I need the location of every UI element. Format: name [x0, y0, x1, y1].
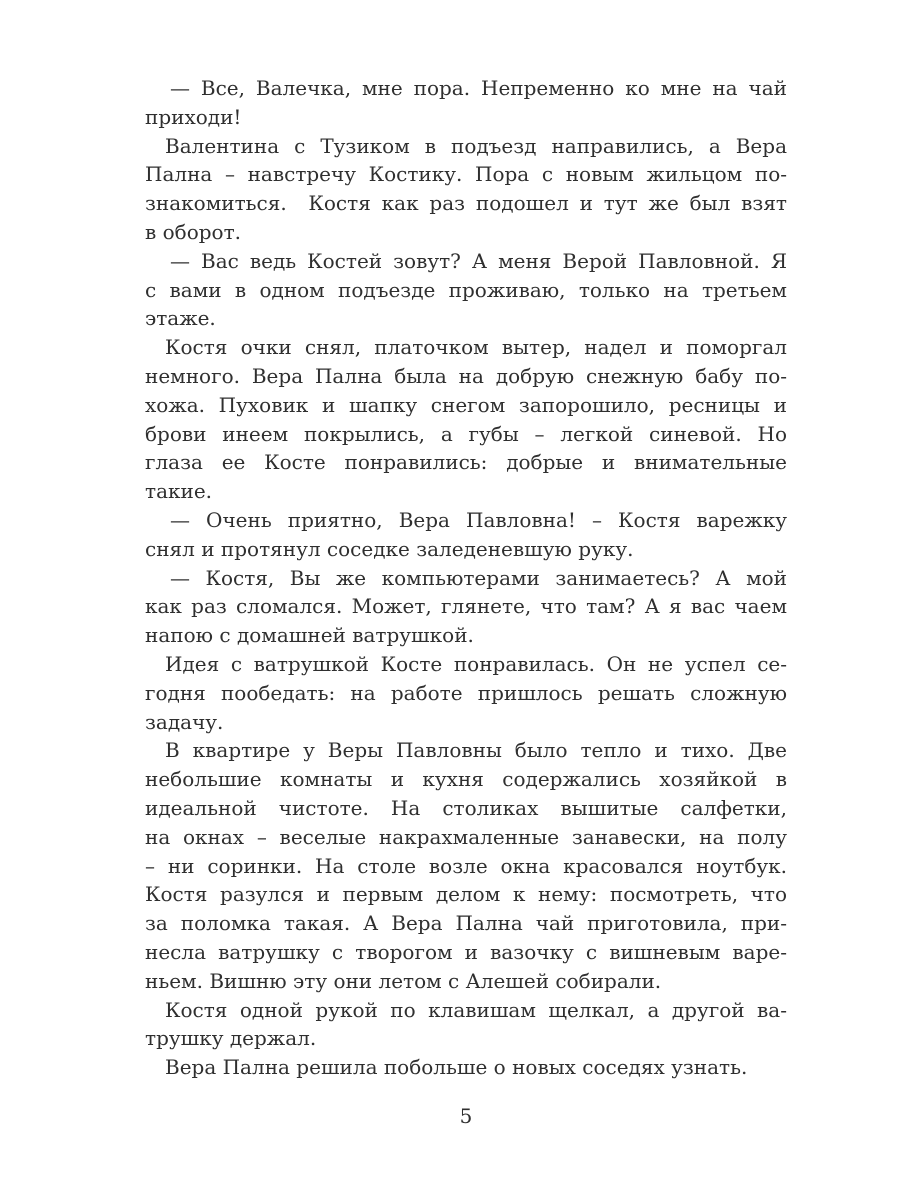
text-line: — Очень приятно, Вера Павловна! – Костя варежку	[170, 507, 787, 532]
text-line: Пална – навстречу Костику. Пора с новым жильцом по-	[145, 162, 787, 187]
text-line: с вами в одном подъезде проживаю, только на третьем	[145, 277, 787, 302]
text-line: Костя одной рукой по клавишам щелкал, а другой ва-	[165, 997, 787, 1022]
text-line: ньем. Вишню эту они летом с Алешей собирали.	[145, 968, 662, 993]
text-line: годня пообедать: на работе пришлось решать сложную	[145, 680, 787, 705]
paragraph	[145, 132, 787, 247]
paragraph	[145, 1053, 787, 1082]
text-line: на окнах – веселые накрахмаленные занавески, на полу	[145, 824, 787, 849]
text-line: напою с домашней ватрушкой.	[145, 623, 474, 648]
paragraph	[145, 74, 787, 132]
text-line: глаза ее Косте понравились: добрые и внимательные	[145, 450, 787, 475]
text-line: — Костя, Вы же компьютерами занимаетесь? А мой	[170, 565, 787, 590]
text-line: такие.	[145, 479, 213, 504]
text-line: немного. Вера Пална была на добрую снежную бабу по-	[145, 363, 787, 388]
paragraph	[145, 247, 787, 333]
text-line: Валентина с Тузиком в подъезд направились, а Вера	[165, 133, 787, 158]
text-line: за поломка такая. А Вера Пална чай приготовила, при-	[145, 911, 787, 936]
paragraph	[145, 996, 787, 1054]
text-line: Костя очки снял, платочком вытер, надел и поморгал	[165, 335, 787, 360]
paragraph	[145, 650, 787, 736]
paragraph	[145, 564, 787, 650]
text-line: – ни соринки. На столе возле окна красовался ноутбук.	[145, 853, 787, 878]
text-line: снял и протянул соседке заледеневшую руку.	[145, 536, 634, 561]
text-line: задачу.	[145, 709, 224, 734]
text-line: В квартире у Веры Павловны было тепло и тихо. Две	[165, 738, 787, 763]
text-line: приходи!	[145, 104, 242, 129]
text-line: идеальной чистоте. На столиках вышитые салфетки,	[145, 795, 787, 820]
text-line: — Вас ведь Костей зовут? А меня Верой Павловной. Я	[170, 248, 787, 273]
text-line: знакомиться. Костя как раз подошел и тут же был взят	[145, 191, 787, 216]
text-line: Вера Пална решила побольше о новых соседях узнать.	[165, 1055, 748, 1080]
text-line: несла ватрушку с творогом и вазочку с вишневым варе-	[145, 939, 787, 964]
page-number: 5	[459, 1104, 473, 1128]
text-line: этаже.	[145, 306, 216, 331]
text-line: как раз сломался. Может, глянете, что там? А я вас чаем	[145, 594, 787, 619]
text-line: — Все, Валечка, мне пора. Непременно ко мне на чай	[170, 76, 787, 100]
text-line: брови инеем покрылись, а губы – легкой синевой. Но	[145, 421, 787, 446]
paragraph	[145, 506, 787, 564]
page-text-column	[145, 74, 787, 1082]
text-line: хожа. Пуховик и шапку снегом запорошило, ресницы и	[145, 392, 787, 417]
text-line: небольшие комнаты и кухня содержались хозяйкой в	[145, 767, 787, 792]
paragraph	[145, 736, 787, 995]
paragraph	[145, 333, 787, 506]
text-line: Костя разулся и первым делом к нему: посмотреть, что	[145, 882, 787, 907]
text-line: Идея с ватрушкой Косте понравилась. Он не успел се-	[165, 651, 787, 676]
text-line: трушку держал.	[145, 1026, 317, 1051]
text-line: в оборот.	[145, 219, 242, 244]
